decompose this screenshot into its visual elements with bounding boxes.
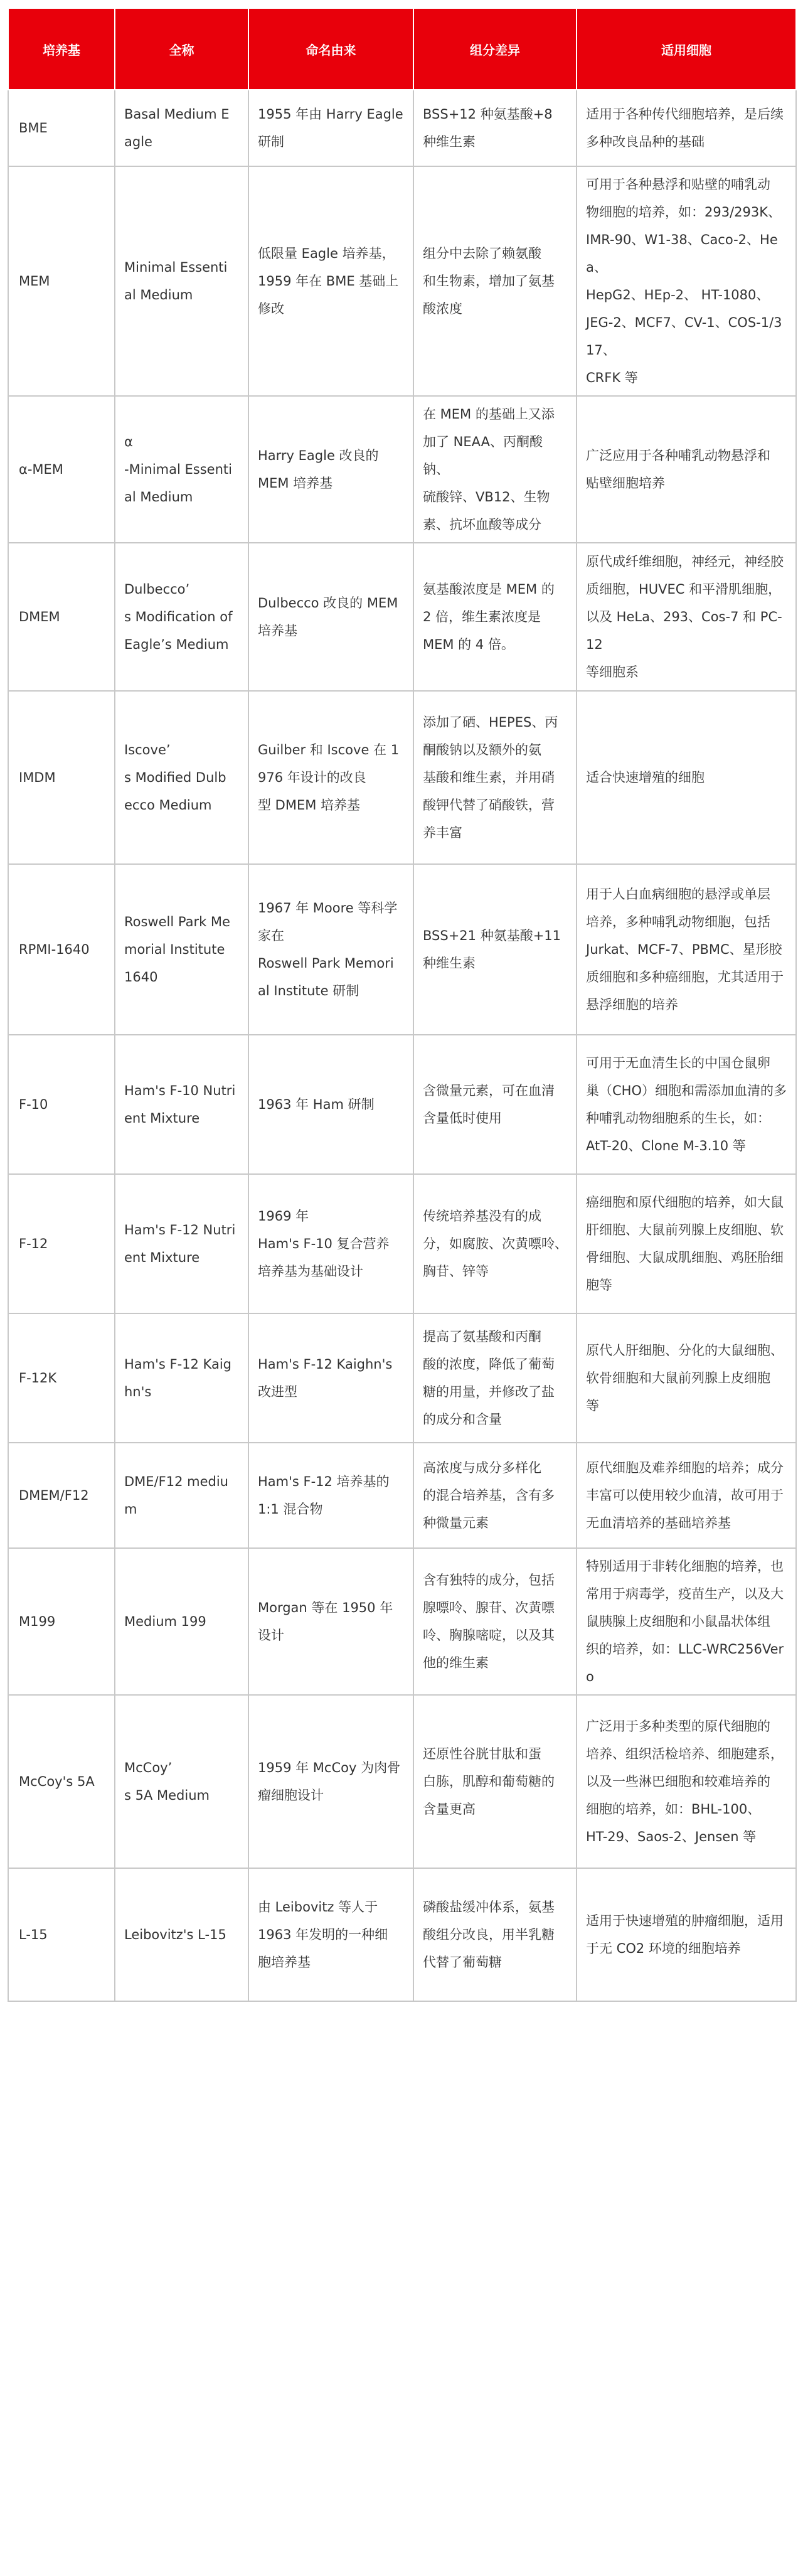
- cell-origin-text: Harry Eagle 改良的 MEM 培养基: [258, 448, 379, 491]
- cell-composition: [413, 864, 577, 1035]
- cell-composition: [413, 1695, 577, 1868]
- cell-origin-text: 1955 年由 Harry Eagle 研制: [258, 107, 403, 149]
- cell-cells-text: 适用于各种传代细胞培养，是后续 多种改良品种的基础: [586, 107, 784, 149]
- cell-full-name-text: McCoy’ s 5A Medium: [124, 1760, 210, 1803]
- cell-composition-text: 添加了硒、HEPES、丙 酮酸钠以及额外的氨 基酸和维生素，并用硝 酸钾代替了硝酸铁，营 养丰富: [423, 715, 558, 840]
- cell-cells-text: 可用于无血清生长的中国仓鼠卵 巢（CHO）细胞和需添加血清的多 种哺乳动物细胞系的生长，如： AtT-20、Clone M-3.10 等: [586, 1056, 787, 1153]
- cell-medium-text: IMDM: [19, 770, 56, 785]
- cell-composition-text: 含微量元素，可在血清 含量低时使用: [423, 1083, 555, 1126]
- cell-composition: [413, 166, 577, 396]
- cell-medium: [8, 1868, 115, 2001]
- cell-cells-text: 原代成纤维细胞，神经元，神经胶 质细胞，HUVEC 和平滑肌细胞， 以及 HeLa、293、Cos-7 和 PC-12 等细胞系: [586, 554, 784, 680]
- cell-medium: [8, 1313, 115, 1443]
- table-row: [8, 543, 796, 691]
- cell-full-name: [115, 1313, 248, 1443]
- cell-composition-text: 传统培养基没有的成 分，如腐胺、次黄嘌呤、 胸苷、锌等: [423, 1209, 568, 1279]
- cell-cells: [577, 1035, 796, 1174]
- cell-medium-text: F-10: [19, 1097, 48, 1112]
- cell-cells: [577, 1868, 796, 2001]
- cell-medium-text: DMEM/F12: [19, 1488, 89, 1503]
- cell-medium: [8, 543, 115, 691]
- cell-full-name: [115, 166, 248, 396]
- cell-origin-text: Guilber 和 Iscove 在 1 976 年设计的改良 型 DMEM 培养基: [258, 742, 400, 813]
- cell-composition-text: 提高了氨基酸和丙酮 酸的浓度，降低了葡萄 糖的用量，并修改了盐 的成分和含量: [423, 1329, 555, 1427]
- cell-cells-text: 广泛应用于各种哺乳动物悬浮和 贴壁细胞培养: [586, 448, 770, 491]
- cell-medium: [8, 1443, 115, 1548]
- cell-composition: [413, 691, 577, 864]
- cell-origin: [248, 90, 413, 166]
- cell-full-name-text: DME/F12 mediu m: [124, 1474, 228, 1517]
- cell-origin: [248, 1548, 413, 1695]
- cell-medium: [8, 1548, 115, 1695]
- cell-cells-text: 适用于快速增殖的肿瘤细胞，适用 于无 CO2 环境的细胞培养: [586, 1913, 784, 1956]
- cell-origin-text: 1963 年 Ham 研制: [258, 1097, 375, 1112]
- media-table-container: [8, 8, 795, 2002]
- cell-medium-text: M199: [19, 1614, 56, 1629]
- cell-full-name: [115, 864, 248, 1035]
- cell-full-name-text: Ham's F-10 Nutri ent Mixture: [124, 1083, 236, 1126]
- cell-origin-text: 1959 年 McCoy 为肉骨 瘤细胞设计: [258, 1760, 401, 1803]
- cell-full-name-text: α -Minimal Essenti al Medium: [124, 434, 232, 505]
- table-row: [8, 90, 796, 166]
- cell-origin: [248, 1695, 413, 1868]
- cell-composition: [413, 396, 577, 543]
- cell-medium-text: F-12K: [19, 1371, 57, 1386]
- cell-full-name: [115, 543, 248, 691]
- table-row: [8, 1548, 796, 1695]
- cell-medium-text: BME: [19, 120, 48, 136]
- cell-medium-text: RPMI-1640: [19, 942, 90, 957]
- table-row: [8, 166, 796, 396]
- cell-cells: [577, 166, 796, 396]
- cell-full-name-text: Roswell Park Me morial Institute 1640: [124, 914, 230, 985]
- cell-composition-text: 含有独特的成分，包括 腺嘌呤、腺苷、次黄嘌 呤、胸腺嘧啶，以及其 他的维生素: [423, 1573, 555, 1670]
- cell-full-name: [115, 396, 248, 543]
- cell-cells: [577, 1313, 796, 1443]
- cell-cells-text: 原代细胞及难养细胞的培养；成分 丰富可以使用较少血清，故可用于 无血清培养的基础培养基: [586, 1460, 784, 1531]
- cell-composition: [413, 1035, 577, 1174]
- header-composition: 组分差异: [413, 8, 577, 90]
- table-row: [8, 1868, 796, 2001]
- cell-origin: [248, 1174, 413, 1313]
- cell-origin: [248, 396, 413, 543]
- cell-full-name-text: Minimal Essenti al Medium: [124, 260, 228, 302]
- cell-medium-text: DMEM: [19, 609, 60, 624]
- cell-origin: [248, 1868, 413, 2001]
- cell-full-name-text: Medium 199: [124, 1614, 206, 1629]
- cell-medium-text: F-12: [19, 1236, 48, 1251]
- cell-medium: [8, 864, 115, 1035]
- cell-composition: [413, 1548, 577, 1695]
- cell-full-name: [115, 1695, 248, 1868]
- culture-media-table: [8, 8, 797, 2002]
- cell-full-name: [115, 691, 248, 864]
- cell-origin: [248, 166, 413, 396]
- cell-medium: [8, 90, 115, 166]
- cell-cells-text: 原代人肝细胞、分化的大鼠细胞、 软骨细胞和大鼠前列腺上皮细胞 等: [586, 1343, 784, 1413]
- cell-cells: [577, 864, 796, 1035]
- cell-composition-text: 在 MEM 的基础上又添 加了 NEAA、丙酮酸钠、 硫酸锌、VB12、生物 素、抗坏血酸等成分: [423, 407, 555, 532]
- cell-origin: [248, 1443, 413, 1548]
- cell-full-name-text: Iscove’ s Modified Dulb ecco Medium: [124, 742, 226, 813]
- cell-cells-text: 特别适用于非转化细胞的培养，也 常用于病毒学，疫苗生产，以及大 鼠胰腺上皮细胞和小鼠晶状体组 织的培养，如：LLC-WRC256Vero: [586, 1559, 784, 1684]
- cell-cells-text: 用于人白血病细胞的悬浮或单层 培养，多种哺乳动物细胞，包括 Jurkat、MCF-7、PBMC、星形胶 质细胞和多种癌细胞，尤其适用于 悬浮细胞的培养: [586, 887, 784, 1012]
- cell-medium: [8, 396, 115, 543]
- cell-cells: [577, 691, 796, 864]
- table-header-row: [8, 8, 796, 90]
- cell-full-name-text: Leibovitz's L-15: [124, 1927, 226, 1942]
- cell-cells-text: 广泛用于多种类型的原代细胞的 培养、组织活检培养、细胞建系， 以及一些淋巴细胞和较难培养的 细胞的培养，如：BHL-100、 HT-29、Saos-2、Jensen 等: [586, 1719, 784, 1844]
- cell-full-name: [115, 1035, 248, 1174]
- cell-composition-text: BSS+21 种氨基酸+11 种维生素: [423, 928, 561, 971]
- cell-origin: [248, 691, 413, 864]
- cell-origin-text: Dulbecco 改良的 MEM 培养基: [258, 596, 398, 638]
- cell-full-name: [115, 90, 248, 166]
- cell-origin: [248, 864, 413, 1035]
- cell-composition-text: 还原性谷胱甘肽和蛋 白胨，肌醇和葡萄糖的 含量更高: [423, 1746, 555, 1817]
- cell-origin-text: Morgan 等在 1950 年 设计: [258, 1600, 393, 1643]
- cell-full-name-text: Dulbecco’ s Modification of Eagle’s Medium: [124, 582, 233, 652]
- cell-composition: [413, 1443, 577, 1548]
- cell-medium-text: McCoy's 5A: [19, 1774, 95, 1789]
- cell-full-name: [115, 1548, 248, 1695]
- cell-origin-text: 1969 年 Ham's F-10 复合营养 培养基为基础设计: [258, 1209, 390, 1279]
- cell-composition-text: 氨基酸浓度是 MEM 的 2 倍，维生素浓度是 MEM 的 4 倍。: [423, 582, 555, 652]
- table-body: [8, 90, 796, 2001]
- cell-composition: [413, 1174, 577, 1313]
- table-row: [8, 1443, 796, 1548]
- cell-medium-text: L-15: [19, 1927, 48, 1942]
- table-row: [8, 691, 796, 864]
- table-row: [8, 1174, 796, 1313]
- cell-composition: [413, 1868, 577, 2001]
- cell-cells: [577, 396, 796, 543]
- cell-composition: [413, 1313, 577, 1443]
- cell-origin-text: 低限量 Eagle 培养基， 1959 年在 BME 基础上 修改: [258, 246, 399, 316]
- cell-full-name: [115, 1443, 248, 1548]
- cell-origin: [248, 543, 413, 691]
- cell-cells: [577, 1695, 796, 1868]
- cell-medium: [8, 166, 115, 396]
- cell-composition: [413, 90, 577, 166]
- cell-full-name: [115, 1174, 248, 1313]
- header-cells: 适用细胞: [577, 8, 796, 90]
- cell-origin: [248, 1313, 413, 1443]
- cell-origin-text: 1967 年 Moore 等科学 家在 Roswell Park Memori al Institute 研制: [258, 901, 398, 998]
- cell-full-name-text: Ham's F-12 Nutri ent Mixture: [124, 1222, 236, 1265]
- header-origin: 命名由来: [248, 8, 413, 90]
- cell-origin-text: 由 Leibovitz 等人于 1963 年发明的一种细 胞培养基: [258, 1900, 388, 1970]
- cell-composition-text: 磷酸盐缓冲体系，氨基 酸组分改良，用半乳糖 代替了葡萄糖: [423, 1900, 555, 1970]
- cell-composition-text: 高浓度与成分多样化 的混合培养基，含有多 种微量元素: [423, 1460, 555, 1531]
- cell-cells-text: 可用于各种悬浮和贴壁的哺乳动 物细胞的培养，如：293/293K、 IMR-90、W1-38、Caco-2、Hea、 HepG2、HEp-2、 HT-1080、 JEG-2、MCF7、CV-1、COS-1/317、 CRFK 等: [586, 177, 782, 385]
- table-row: [8, 1035, 796, 1174]
- table-row: [8, 1313, 796, 1443]
- cell-cells: [577, 1443, 796, 1548]
- cell-origin-text: Ham's F-12 培养基的 1:1 混合物: [258, 1474, 390, 1517]
- cell-medium: [8, 691, 115, 864]
- cell-medium-text: MEM: [19, 274, 50, 289]
- cell-medium: [8, 1174, 115, 1313]
- cell-origin-text: Ham's F-12 Kaighn's 改进型: [258, 1357, 393, 1399]
- table-row: [8, 1695, 796, 1868]
- cell-cells-text: 癌细胞和原代细胞的培养，如大鼠 肝细胞、大鼠前列腺上皮细胞、软 骨细胞、大鼠成肌细胞、鸡胚胎细 胞等: [586, 1195, 784, 1293]
- cell-full-name-text: Basal Medium E agle: [124, 107, 230, 149]
- header-medium: 培养基: [8, 8, 115, 90]
- cell-cells: [577, 543, 796, 691]
- cell-origin: [248, 1035, 413, 1174]
- cell-cells: [577, 1548, 796, 1695]
- cell-composition-text: 组分中去除了赖氨酸 和生物素，增加了氨基 酸浓度: [423, 246, 555, 316]
- table-row: [8, 864, 796, 1035]
- cell-medium: [8, 1695, 115, 1868]
- cell-medium-text: α-MEM: [19, 462, 63, 477]
- cell-cells: [577, 90, 796, 166]
- cell-composition-text: BSS+12 种氨基酸+8 种维生素: [423, 107, 553, 149]
- table-row: [8, 396, 796, 543]
- cell-full-name: [115, 1868, 248, 2001]
- cell-cells-text: 适合快速增殖的细胞: [586, 770, 705, 785]
- cell-cells: [577, 1174, 796, 1313]
- cell-composition: [413, 543, 577, 691]
- cell-medium: [8, 1035, 115, 1174]
- cell-full-name-text: Ham's F-12 Kaig hn's: [124, 1357, 231, 1399]
- header-full-name: 全称: [115, 8, 248, 90]
